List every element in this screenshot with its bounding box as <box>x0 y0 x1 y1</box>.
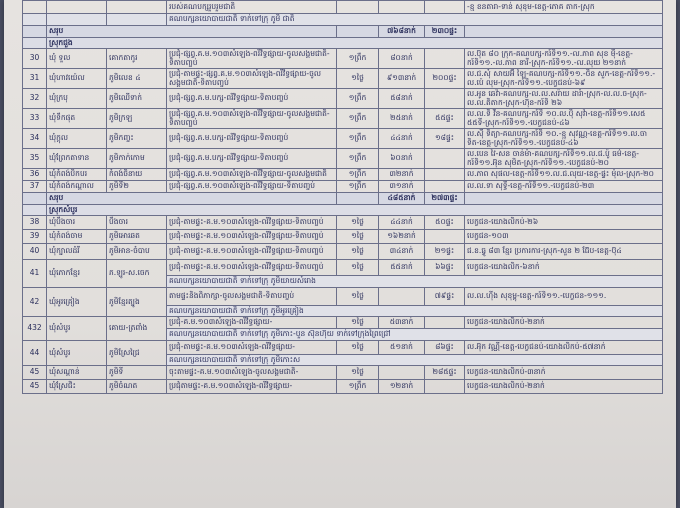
house-count: ៥៥ផ្ទះ <box>425 109 465 129</box>
row-number: 40 <box>23 244 47 260</box>
house-count: ១៨ផ្ទះ <box>425 129 465 149</box>
participant-count: ៥១នាក់ <box>379 340 425 354</box>
duration: ១ព្រឹក <box>337 380 379 394</box>
village-name: ភូមិអោរឆត <box>107 230 167 244</box>
house-count <box>425 317 465 329</box>
row-number: 35 <box>23 149 47 169</box>
top-row-2-note: គណបក្សនយោបាយជាតិ ទាក់ទៅក្រុ ភូមិ ជាតិ <box>167 14 663 26</box>
activity-description: ប្រជុំ-តាមផ្ទះ-គ.ម.១០៣សំឡេង-ពរិវិទ្ធផ្សាយ-ទិតាបញ្ចប់ <box>167 230 337 244</box>
summary-total-people: ៧៦៨នាក់ <box>379 26 425 38</box>
house-count <box>425 230 465 244</box>
participant-count <box>379 287 425 305</box>
duration: ១ថ្ងៃ <box>337 69 379 89</box>
duration: ១ថ្ងៃ <box>337 366 379 380</box>
village-name: ភ.ឡូរ-ស.ចេក <box>107 260 167 288</box>
duration: ១ថ្ងៃ <box>337 216 379 230</box>
participant-count: ៣១នាក់ <box>379 181 425 193</box>
summary-empty <box>337 193 379 205</box>
table-row <box>23 287 663 305</box>
row-number: 44 <box>23 340 47 366</box>
section-summary-row <box>23 26 663 38</box>
section-title-row <box>23 204 663 216</box>
activity-description: ប្រជុំ-ផ្សព្វ.គ.ម.បក្ស-ពរិវិទ្ធផ្សាយ-ទិតាបញ្ចប់ <box>167 89 337 109</box>
participant-count: ៣២នាក់ <box>379 169 425 181</box>
row-number: 42 <box>23 287 47 317</box>
village-name: ភូមិលេខ ៤ <box>107 69 167 89</box>
table-row <box>23 216 663 230</box>
leaders-list: បេក្ខជន-យោងលិក-៦នាក់ <box>465 260 663 276</box>
commune-name: ឃុំព្រែកតាទាន <box>47 149 107 169</box>
activity-description: ប្រជុំ-តាមផ្ទះ-គ.ម.១០៣សំឡេង-ពរិវិទ្ធផ្សាយ-ទិតាបញ្ចប់ <box>167 244 337 260</box>
row-number: 432 <box>23 317 47 341</box>
report-table-body <box>23 1 663 394</box>
commune-name: ឃុំ ទួល <box>47 49 107 69</box>
commune-name: ឃុំកំពង់បិកបរ <box>47 169 107 181</box>
house-count <box>425 169 465 181</box>
summary-empty <box>465 26 663 38</box>
leaders-list: ជ.ខ.ធ្វូ ៨៣ ខ្មែរ ប្រការការ-ស្រុក-សួន ២ ជ៊ែប-ខេត្ត-ប៊ុ៤ <box>465 244 663 260</box>
table-row <box>23 317 663 329</box>
house-count <box>425 49 465 69</box>
summary-label: សរុប <box>47 26 337 38</box>
top-row-1-leaders: -ខ្ម ខនតារា-ទាន់ សុខុម-ខេត្ត-ភោគ តាក-ស្រុក <box>465 1 663 14</box>
row-note: គណបក្សនយោបាយជាតិ ទាក់ទៅក្រុ ភូមិកោះស <box>167 354 663 366</box>
village-name: ភូមិស្រែជ្រៃ <box>107 340 167 366</box>
duration: ១ព្រឹក <box>337 149 379 169</box>
section-empty <box>23 204 47 216</box>
duration: ១ព្រឹក <box>337 129 379 149</box>
table-row <box>23 89 663 109</box>
table-row <box>23 380 663 394</box>
activity-description: ប្រជុំ-តាមផ្ទះ-គ.ម.១០៣សំឡេង-ពរិវិទ្ធផ្សាយ- <box>167 340 337 354</box>
activity-description: ប្រជុំ-តាមផ្ទះ-គ.ម.១០៣សំឡេង-ពរិវិទ្ធផ្សាយ-ទិតាបញ្ចប់ <box>167 216 337 230</box>
leaders-list: ល.ស៊ី ទិត្យា-គណបក្ស-ករ៍ទិ ១០.-ខ្មុ សុវណ្ណ-ខេត្ត-ករ៍ទិ១១.ល.ចា ទិត-ខេត្ត-ស្រុក-ករ៍ទិ១១.-បេក្ខជនប់-៤៦ <box>465 129 663 149</box>
table-row <box>23 69 663 89</box>
village-name: ភូមិក្រឡ <box>107 109 167 129</box>
village-name: គោកតាកូរ <box>107 49 167 69</box>
activity-description: តាមផ្ទះនិងពិភាក្សា-ចូលសង្គមជាតិ-ទិតាបញ្ចប់ <box>167 287 337 305</box>
activity-description: ប្រជុំ-ផ្សព្វ.គ.ម.បក្ស-ពរិវិទ្ធផ្សាយ-ទិតាបញ្ចប់ <box>167 149 337 169</box>
village-name: កំពង់ចិនាយ <box>107 169 167 181</box>
top-row-1 <box>23 1 663 14</box>
top-row-2 <box>23 14 663 26</box>
participant-count <box>379 366 425 380</box>
participant-count: ៥៣នាក់ <box>379 317 425 329</box>
house-count: ៦៦ផ្ទះ <box>425 260 465 276</box>
leaders-list: បេក្ខជន-១០៣ <box>465 230 663 244</box>
commune-name: ឃុំកំពង់កណ្តាល <box>47 181 107 193</box>
table-row <box>23 149 663 169</box>
row-number: 41 <box>23 260 47 288</box>
leaders-list: ល.ប៊ុត ៨០ ក្រុក-គណបក្ស-ករ៍ទិ១១.-ល.ភាព សុខ ម៉ី-ខេត្ត-ករ៍ទិ១១.-ល.ភាព នារី-ស្រុក-ករ៍ទិ១១.-ល.លុយ ២១នាក់ <box>465 49 663 69</box>
participant-count: ១៦២នាក់ <box>379 230 425 244</box>
summary-empty <box>23 26 47 38</box>
row-number: 45 <box>23 366 47 380</box>
row-number: 30 <box>23 49 47 69</box>
participant-count: ៦០នាក់ <box>379 149 425 169</box>
house-count <box>425 380 465 394</box>
section-empty <box>23 37 47 49</box>
row-number: 34 <box>23 129 47 149</box>
row-number: 31 <box>23 69 47 89</box>
participant-count: ៥៥នាក់ <box>379 260 425 276</box>
leaders-list: បេក្ខជន-យោងលិកប់-៣នាក់ <box>465 366 663 380</box>
table-row <box>23 366 663 380</box>
activity-description: ប្រជុំ-ផ្សព្វ.គ.ម.១០៣សំឡេង-ពរិវិទ្ធផ្សាយ-ចូលសង្គមជាតិ-ទិតាបញ្ចប់ <box>167 49 337 69</box>
commune-name: ឃុំក្តុល <box>47 129 107 149</box>
leaders-list: បេក្ខជន-យោងលិកប់-២៦ <box>465 216 663 230</box>
row-number: 32 <box>23 89 47 109</box>
commune-name: ឃុំកំពង់ចាម <box>47 230 107 244</box>
duration: ១ថ្ងៃ <box>337 287 379 305</box>
village-name: ភូមិឈើទាក់ <box>107 89 167 109</box>
activity-description: ចុះតាមផ្ទះ-គ.ម.១០៣សំឡេង-ចូលសង្គមជាតិ- <box>167 366 337 380</box>
table-row <box>23 129 663 149</box>
report-table <box>22 0 663 394</box>
duration: ១ថ្ងៃ <box>337 340 379 354</box>
table-row <box>23 109 663 129</box>
participant-count: ៤៤នាក់ <box>379 129 425 149</box>
duration: ១ថ្ងៃ <box>337 244 379 260</box>
row-number: 33 <box>23 109 47 129</box>
leaders-list: បេក្ខជន-យោងលិកប់-២នាក់ <box>465 317 663 329</box>
row-number: 36 <box>23 169 47 181</box>
house-count <box>425 181 465 193</box>
activity-description: ប្រជុំ-តាមផ្ទះ-ផ្សព្វ.គ.ម.១០៣សំឡេង-ពរិវិទ្ធផ្សាយ-ចូលសង្គមជាតិ-ទិតាបញ្ចប់ <box>167 69 337 89</box>
participant-count: ៤៤នាក់ <box>379 216 425 230</box>
row-note: គណបក្សនយោបាយជាតិ ទាក់ទៅក្រុ ភូមិយាយសំរោង <box>167 276 663 288</box>
top-row-1-text: របស់គណបក្សរួបរួមជាតិ <box>167 1 337 14</box>
village-name: ភូមិអាន-ចំបាប <box>107 244 167 260</box>
table-row <box>23 340 663 354</box>
section-title: ស្រុកសំបូរ <box>47 204 663 216</box>
village-name: ភូមិកាក់កោម <box>107 149 167 169</box>
commune-name: ឃុំអូរគ្រៀង <box>47 287 107 317</box>
village-name: ភូមិទី២ <box>107 181 167 193</box>
table-row <box>23 244 663 260</box>
participant-count: ៩១៣នាក់ <box>379 69 425 89</box>
summary-label: សរុប <box>47 193 337 205</box>
house-count: ៥០ផ្ទះ <box>425 216 465 230</box>
leaders-list: បេក្ខជន-យោងលិកប់-២នាក់ <box>465 380 663 394</box>
table-row <box>23 181 663 193</box>
participant-count: ៥៨នាក់ <box>379 89 425 109</box>
summary-empty <box>23 193 47 205</box>
village-name: ភូមិទី <box>107 366 167 380</box>
participant-count: ១២នាក់ <box>379 380 425 394</box>
leaders-list: ល.អ៊ុក វណ្ណី-ខេត្ត-បេក្ខជនប់-យោងលិកប់-៥៧នាក់ <box>465 340 663 354</box>
activity-description: ប្រជុំ-ផ្សព្វ.គ.ម.១០៣សំឡេង-ពរិវិទ្ធផ្សាយ-ទិតាបញ្ចប់ <box>167 181 337 193</box>
table-row <box>23 169 663 181</box>
row-note: គណបក្សនយោបាយជាតិ ទាក់ទៅក្រុ ភូមិអូរគ្រៀង <box>167 305 663 317</box>
activity-description: ប្រជុំ-គ.ម.១០៣សំឡេង-ពរិវិទ្ធផ្សាយ- <box>167 317 337 329</box>
leaders-list: ល.ល.ហ៊ីង សុខុម្ពុ-ខេត្ត-ករ៍ទិ១១.-បេក្ខជន-១១១. <box>465 287 663 305</box>
activity-description: ប្រជុំ-តាមផ្ទះ-គ.ម.១០៣សំឡេង-ពរិវិទ្ធផ្សាយ-ទិតាបញ្ចប់ <box>167 260 337 276</box>
house-count: ២០០ផ្ទះ <box>425 69 465 89</box>
summary-total-people: ៤៨៥នាក់ <box>379 193 425 205</box>
activity-description: ប្រជុំ-ផ្សព្វ.គ.ម.បក្ស-ពរិវិទ្ធផ្សាយ-ទិតាបញ្ចប់ <box>167 129 337 149</box>
row-number: 38 <box>23 216 47 230</box>
section-title: ស្រុកជួង <box>47 37 663 49</box>
leaders-list: ល.ល.ទា សុទ្ធី-ខេត្ត-ករ៍ទិ១១.-បេក្ខជនប់-២៣ <box>465 181 663 193</box>
commune-name: ឃុំសណ្តាន់ <box>47 366 107 380</box>
activity-description: ប្រជុំ-ផ្សព្វ.គ.ម.១០៣សំឡេង-ពរិវិទ្ធផ្សាយ-ចូលសង្គមជាតិ-ទិតាបញ្ចប់ <box>167 109 337 129</box>
duration: ១ព្រឹក <box>337 169 379 181</box>
house-count <box>425 149 465 169</box>
table-row <box>23 260 663 276</box>
house-count: ៧៩ផ្ទះ <box>425 287 465 305</box>
duration: ១ថ្ងៃ <box>337 317 379 329</box>
village-name: ភូមិចំណត <box>107 380 167 394</box>
commune-name: ឃុំបឹងចារ <box>47 216 107 230</box>
duration: ១ព្រឹក <box>337 109 379 129</box>
commune-name: ឃុំហាវយ៉េល <box>47 69 107 89</box>
commune-name: ឃុំភោកខ្មែរ <box>47 260 107 288</box>
activity-description: ប្រជុំតាមផ្ទះ-គ.ម.១០៣សំឡេង-ពរិវិទ្ធផ្សាយ- <box>167 380 337 394</box>
commune-name: ឃុំស្រែជិះ <box>47 380 107 394</box>
house-count: ២៨៥ផ្ទះ <box>425 366 465 380</box>
house-count: ៨៦ផ្ទះ <box>425 340 465 354</box>
duration: ១ព្រឹក <box>337 181 379 193</box>
table-row <box>23 49 663 69</box>
commune-name: ឃុំក្របុ <box>47 89 107 109</box>
section-summary-row <box>23 193 663 205</box>
participant-count: ២៥នាក់ <box>379 109 425 129</box>
commune-name: ឃុំសំបូរ <box>47 340 107 366</box>
commune-name: ឃុំក្បាលដំរី <box>47 244 107 260</box>
summary-total-houses: ២៣០ផ្ទះ <box>425 26 465 38</box>
participant-count: ៨០នាក់ <box>379 49 425 69</box>
duration: ១ព្រឹក <box>337 49 379 69</box>
village-name: ភូមិខ្មែរត្បូង <box>107 287 167 317</box>
duration: ១ថ្ងៃ <box>337 230 379 244</box>
commune-name: ឃុំទឹកផុត <box>47 109 107 129</box>
village-name: គោយ-ត្រពាំង <box>107 317 167 341</box>
village-name: ភូមិកញ្ចះ <box>107 129 167 149</box>
participant-count: ៣៤នាក់ <box>379 244 425 260</box>
duration: ១ព្រឹក <box>337 89 379 109</box>
summary-empty <box>337 26 379 38</box>
table-row <box>23 230 663 244</box>
activity-description: ប្រជុំ-ផ្សព្វ.គ.ម.១០៣សំឡេង-ពរិវិទ្ធផ្សាយ-ចូលសង្គមជាតិ <box>167 169 337 181</box>
house-count: ២១ផ្ទះ <box>425 244 465 260</box>
document-sheet <box>4 0 676 508</box>
summary-empty <box>465 193 663 205</box>
leaders-list: ល.ភាព សុផល-ខេត្ត-ករ៍ទិ១១.ល.ជ.លុយ-ខេត្ត-ផ្ទះ ម៉ុល-ស្រុក-២០ <box>465 169 663 181</box>
row-number: 39 <box>23 230 47 244</box>
commune-name: ឃុំសំបូរ <box>47 317 107 341</box>
leaders-list: ល.អូន ឆេវ៉ា-គណបក្ស-ល.ល.សរ៉ាយ ដារ៉ា-ស្រុក-ល.ល.ច-ស្រុក-ល.ល.តិតាក-ស្រុក-ហ៊ុន-ករ៍ទិ ២៦ <box>465 89 663 109</box>
leaders-list: ល.បេន វៃ-សន ចាន់ម៉ា-គណបក្ស-ករ៍ទិ១១.ល.ជ.ប៉ូ ធម៌-ខេត្ត-ករ៍ទិ១១.អ៊ុន សុមិត-ស្រុក-ករ៍ទិ១១.-បេក្ខជនប់-២០ <box>465 149 663 169</box>
row-number: 45 <box>23 380 47 394</box>
section-title-row <box>23 37 663 49</box>
leaders-list: ល.ជ.សុំ សាយអ៊ី ឡៃ-គណបក្ស-ករ៍ទិ១១.-ចិន សួក-ខេត្ត-ករ៍ទិ១១.-ល.ប៉េ លុម-ស្រុក-ករ៍ទិ១១.-បេក្ខជនប់-៦៩ <box>465 69 663 89</box>
row-number: 37 <box>23 181 47 193</box>
house-count <box>425 89 465 109</box>
village-name: បឹងចារ <box>107 216 167 230</box>
row-note: គណបក្សនយោបាយជាតិ ទាក់ទៅក្រុ ភូមិកោះ-បួន ស៊ុនហ៊ុយ ទាក់ទៅក្រុងព្រៃជ្រៅ <box>167 329 663 341</box>
leaders-list: ល.ល.ទិ វីន-គណបក្ស-ករ៍ទិ ១០.ល.ប៉ិ សុវ៉ា-ខេត្ត-ករ៍ទិ១១.សេ៥ ៥៥ទី-ស្រុក-ករ៍ទិ១១.-បេក្ខជនប់-៤៦ <box>465 109 663 129</box>
summary-total-houses: ២៧៣ផ្ទះ <box>425 193 465 205</box>
duration: ១ថ្ងៃ <box>337 260 379 276</box>
